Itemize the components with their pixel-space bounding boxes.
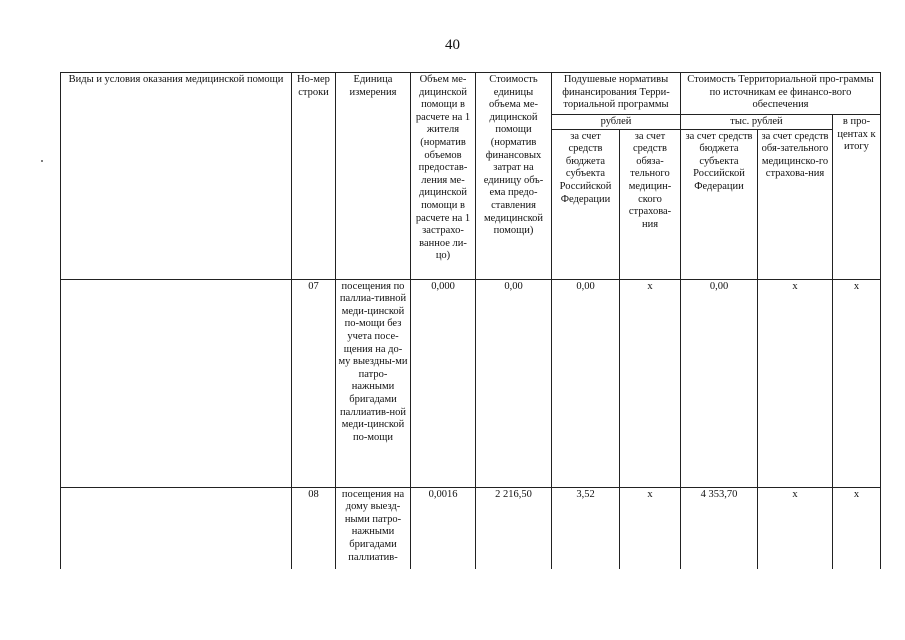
row-07-volume: 0,000 [411, 279, 476, 487]
header-names: Виды и условия оказания медицинской помощи [61, 73, 292, 280]
row-07-cost-budget: 0,00 [681, 279, 758, 487]
row-07-cost-oms: х [758, 279, 833, 487]
header-cost-oms: за счет средств обя-зательного медицинско-го страхова-ния [758, 129, 833, 279]
header-cost: Стоимость единицы объема ме-дицинской помощи (норматив финансовых затрат на единицу объ-ема предо-ставления медицинской помощи) [476, 73, 552, 280]
row-08-cost-budget: 4 353,70 [681, 487, 758, 569]
row-07-percent: х [833, 279, 881, 487]
header-norm-budget: за счет средств бюджета субъекта Российской Федерации [552, 129, 620, 279]
row-08-cost: 2 216,50 [476, 487, 552, 569]
medical-care-table [60, 72, 881, 569]
header-percent: в про-центах к итогу [833, 115, 881, 280]
row-08-percent: х [833, 487, 881, 569]
row-07-names [61, 279, 292, 487]
header-unit: Единица измерения [336, 73, 411, 280]
row-08-norm-oms: х [620, 487, 681, 569]
row-08-number: 08 [292, 487, 336, 569]
header-norm-oms: за счет средств обяза-тельного медицин-ского страхова-ния [620, 129, 681, 279]
row-08-names [61, 487, 292, 569]
row-07-norm-oms: х [620, 279, 681, 487]
header-unit-thousand-rubles: тыс. рублей [681, 115, 833, 130]
header-cost-budget: за счет средств бюджета субъекта Российской Федерации [681, 129, 758, 279]
header-territorial-cost: Стоимость Территориальной про-граммы по источникам ее финансо-вого обеспечения [681, 73, 881, 115]
header-norms: Подушевые нормативы финансирования Терри-ториальной программы [552, 73, 681, 115]
scan-speck [41, 160, 43, 162]
row-07-norm-budget: 0,00 [552, 279, 620, 487]
row-07-number: 07 [292, 279, 336, 487]
row-08-volume: 0,0016 [411, 487, 476, 569]
row-08-norm-budget: 3,52 [552, 487, 620, 569]
row-07-cost: 0,00 [476, 279, 552, 487]
header-volume: Объем ме-дицинской помощи в расчете на 1 жителя (норматив объемов предостав-ления ме-дицинской помощи в расчете на 1 застрахо-ванное ли-цо) [411, 73, 476, 280]
header-row-number: Но-мер строки [292, 73, 336, 280]
header-unit-rubles: рублей [552, 115, 681, 130]
row-08-unit: посещения на дому выезд-ными патро-нажными бригадами паллиатив- [336, 487, 411, 569]
row-08-cost-oms: х [758, 487, 833, 569]
row-07-unit: посещения по паллиа-тивной меди-цинской по-мощи без учета посе-щения на до-му выездны-ми патро-нажными бригадами паллиатив-ной меди-цинской по-мощи [336, 279, 411, 487]
page-number: 40 [445, 37, 460, 53]
